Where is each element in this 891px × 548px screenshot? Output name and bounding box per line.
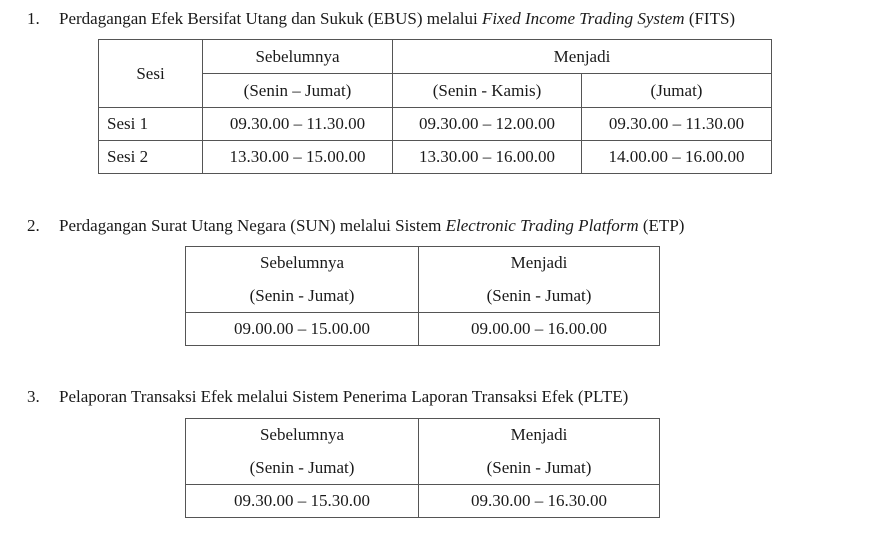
sebelumnya-days: (Senin – Jumat): [203, 74, 393, 108]
sebelumnya-days: (Senin - Jumat): [249, 457, 355, 477]
section-2-title: Perdagangan Surat Utang Negara (SUN) melalui Sistem Electronic Trading Platform (ETP): [59, 216, 685, 235]
sebelumnya-header: Sebelumnya: [259, 425, 345, 445]
section-3-title: Pelaporan Transaksi Efek melalui Sistem Penerima Laporan Transaksi Efek (PLTE): [59, 387, 629, 406]
table-row: [99, 108, 772, 141]
menjadi-days: (Senin - Jumat): [419, 280, 660, 313]
section-1-number: 1.: [27, 9, 40, 28]
plte-schedule-table: [185, 418, 660, 518]
fits-schedule-table: [98, 39, 772, 174]
menjadi-header: Menjadi: [419, 419, 660, 452]
sesi-label: Sesi 1: [99, 108, 203, 141]
menjadi-days-senin-kamis: (Senin - Kamis): [393, 74, 582, 108]
section-2-number: 2.: [27, 216, 40, 235]
sebelumnya-header: Sebelumnya: [259, 253, 345, 273]
menjadi-days-jumat: (Jumat): [582, 74, 772, 108]
sebelumnya-time: 09.30.00 – 15.30.00: [186, 485, 419, 518]
sebelumnya-days: (Senin - Jumat): [249, 285, 355, 305]
menjadi-header: Menjadi: [419, 247, 660, 280]
table-row: [99, 141, 772, 174]
sebelumnya-time: 09.30.00 – 11.30.00: [203, 108, 393, 141]
menjadi-header: Menjadi: [393, 40, 772, 74]
etp-schedule-table: [185, 246, 660, 346]
sesi-label: Sesi 2: [99, 141, 203, 174]
menjadi-time: 09.30.00 – 16.30.00: [419, 485, 660, 518]
jumat-time: 14.00.00 – 16.00.00: [582, 141, 772, 174]
senin-kamis-time: 13.30.00 – 16.00.00: [393, 141, 582, 174]
menjadi-days: (Senin - Jumat): [419, 452, 660, 485]
sebelumnya-time: 13.30.00 – 15.00.00: [203, 141, 393, 174]
section-1-title: Perdagangan Efek Bersifat Utang dan Sukuk (EBUS) melalui Fixed Income Trading System (FITS): [59, 9, 736, 28]
sebelumnya-header: Sebelumnya: [203, 40, 393, 74]
jumat-time: 09.30.00 – 11.30.00: [582, 108, 772, 141]
sebelumnya-time: 09.00.00 – 15.00.00: [186, 313, 419, 346]
menjadi-time: 09.00.00 – 16.00.00: [419, 313, 660, 346]
senin-kamis-time: 09.30.00 – 12.00.00: [393, 108, 582, 141]
sesi-header: Sesi: [99, 40, 203, 108]
section-3-number: 3.: [27, 387, 40, 406]
